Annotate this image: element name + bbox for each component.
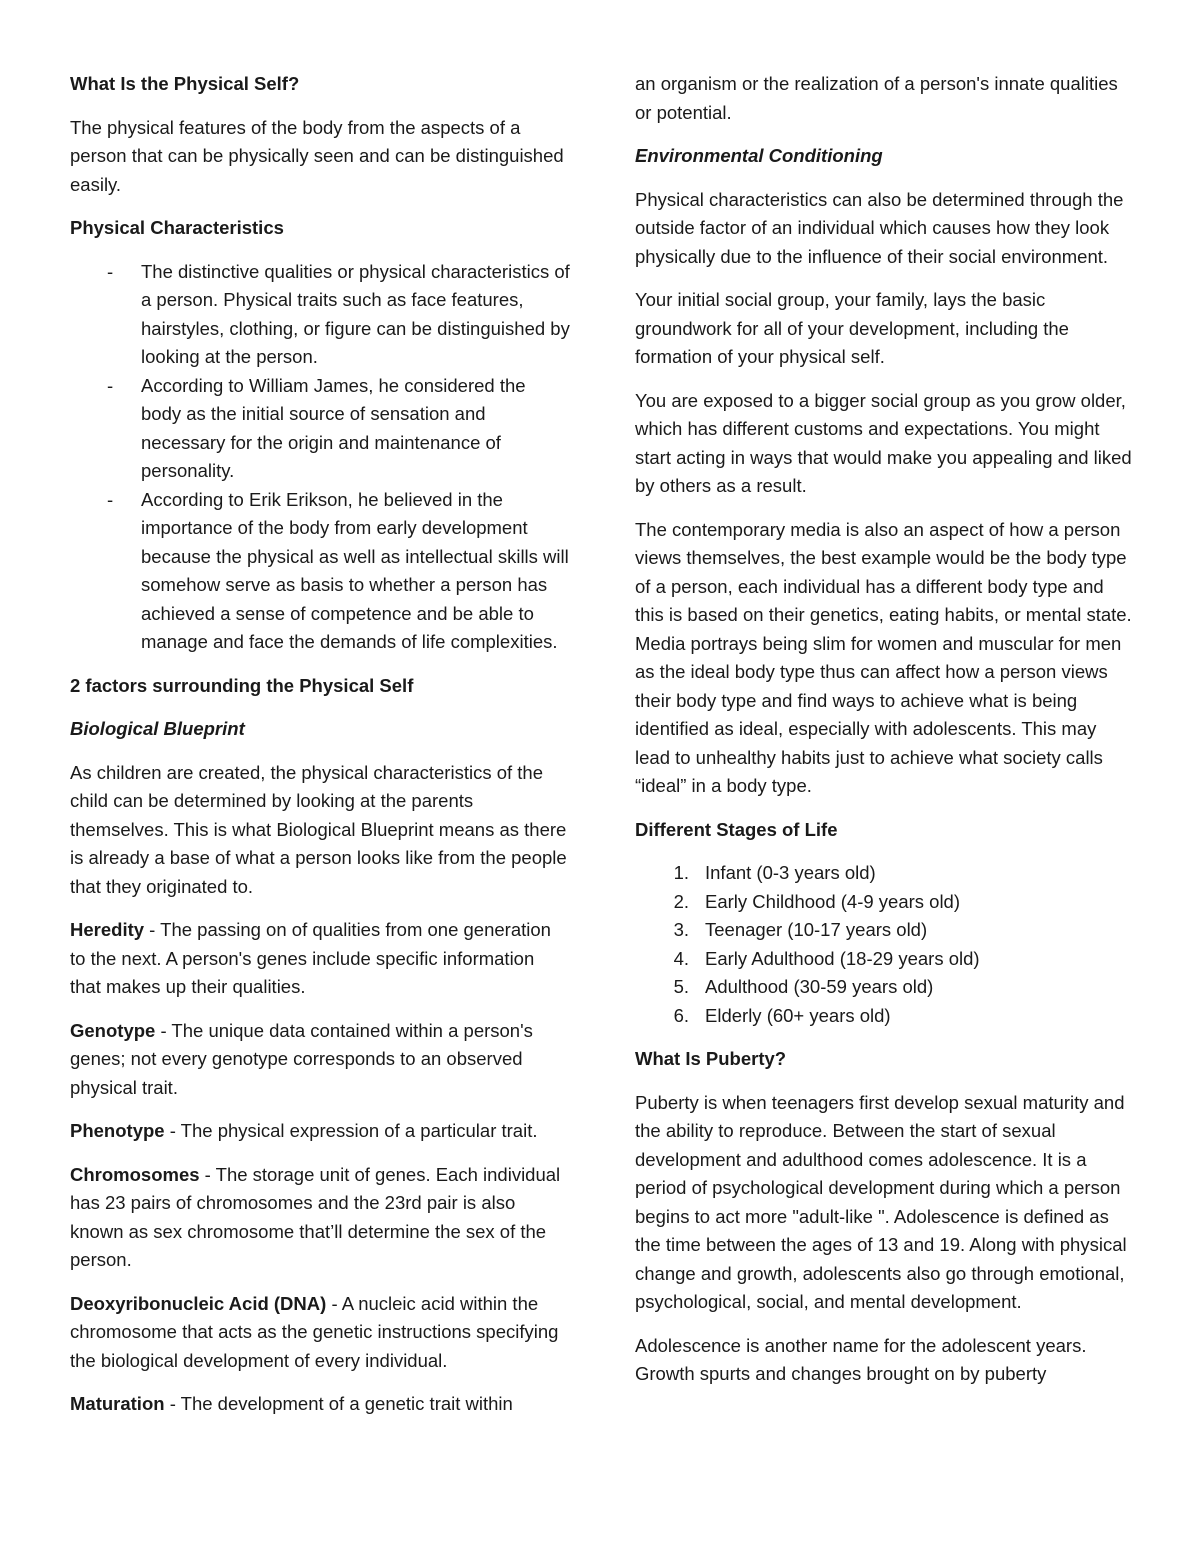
list-number: 4. (673, 947, 689, 969)
subheading-biological-blueprint: Biological Blueprint (70, 718, 245, 739)
characteristics-list (70, 258, 570, 657)
list-item-label: Adulthood (30-59 years old) (705, 976, 934, 997)
paragraph-environment-1: Physical characteristics can also be determined through the outside factor of an individual which causes how they look physically due to the influence of their social environment. (635, 188, 1124, 267)
list-item: - The distinctive qualities or physical characteristics of a person. Physical traits such as face features, hairstyles, clothing, or figure can be distinguished by looking at the person. (141, 258, 570, 372)
list-number: 2. (673, 890, 689, 912)
list-item-label: Elderly (60+ years old) (705, 1004, 891, 1026)
heading-stages-of-life: Different Stages of Life (635, 818, 838, 840)
term-definition: - The physical expression of a particular trait. (164, 1120, 538, 1141)
list-item: - According to Erik Erikson, he believed in the importance of the body from early development because the physical as well as intellectual skills will somehow serve as basis to whether a person has achieved a sense of competence and be able to manage and face the demands of life complexities. (141, 486, 570, 657)
paragraph-physical-self: The physical features of the body from the aspects of a person that can be physically seen and can be distinguished easily. (70, 116, 564, 195)
term-definition: - The storage unit of genes. Each individual has 23 pairs of chromosomes and the 23rd pair is also known as sex chromosome that’ll determine the sex of the person. (70, 1163, 561, 1270)
list-number: 1. (673, 862, 689, 883)
term-label: Deoxyribonucleic Acid (DNA) (70, 1292, 327, 1314)
left-column (70, 70, 570, 1434)
term-label: Genotype (70, 1019, 156, 1041)
paragraph-environment-4: The contemporary media is also an aspect of how a person views themselves, the best example would be the body type of a person, each individual has a different body type and this is based on their genetics, eating habits, or mental state. Media portrays being slim for women and muscular for men as the ideal body type thus can affect how a person views their body type and find ways to achieve what is being identified as ideal, especially with adolescents. This may lead to unhealthy habits just to achieve what society calls “ideal” in a body type. (635, 518, 1132, 796)
paragraph-environment-2: Your initial social group, your family, lays the basic groundwork for all of your development, including the formation of your physical self. (635, 289, 1069, 367)
heading-physical-self: What Is the Physical Self? (70, 73, 300, 94)
paragraph-adolescence: Adolescence is another name for the adolescent years. Growth spurts and changes brought on by puberty (635, 1334, 1087, 1384)
list-number: 5. (673, 976, 689, 997)
definition-genotype (70, 1017, 570, 1103)
term-label: Heredity (70, 919, 145, 940)
list-item: - According to William James, he considered the body as the initial source of sensation and necessary for the origin and maintenance of personality. (141, 372, 570, 486)
paragraph-maturation-continued: an organism or the realization of a person's innate qualities or potential. (635, 73, 1118, 123)
list-number: 3. (673, 919, 689, 940)
list-item (673, 1002, 1135, 1031)
list-item-label: Early Adulthood (18-29 years old) (705, 947, 980, 969)
list-item-label: Early Childhood (4-9 years old) (705, 890, 961, 912)
list-item (673, 888, 1135, 917)
subheading-environmental-conditioning: Environmental Conditioning (635, 145, 883, 166)
definition-heredity (70, 916, 570, 1002)
paragraph-environment-3: You are exposed to a bigger social group as you grow older, which has different customs and expectations. You might start acting in ways that would make you appealing and liked by others as a result. (635, 389, 1132, 496)
term-definition: - The unique data contained within a person's genes; not every genotype corresponds to an observed physical trait. (70, 1019, 533, 1098)
definition-chromosomes (70, 1161, 570, 1275)
heading-factors: 2 factors surrounding the Physical Self (70, 674, 414, 696)
term-definition: - A nucleic acid within the chromosome that acts as the genetic instructions specifying the biological development of every individual. (70, 1292, 559, 1371)
definition-dna (70, 1290, 570, 1376)
term-label: Phenotype (70, 1120, 165, 1141)
list-item (673, 916, 1135, 945)
right-column (635, 70, 1135, 1404)
heading-physical-characteristics: Physical Characteristics (70, 217, 284, 238)
paragraph-biological-blueprint: As children are created, the physical characteristics of the child can be determined by looking at the parents themselves. This is what Biological Blueprint means as there is already a base of what a person looks like from the people that they originated to. (70, 761, 567, 897)
term-label: Chromosomes (70, 1163, 200, 1185)
term-definition: - The passing on of qualities from one generation to the next. A person's genes include specific information that makes up their qualities. (70, 919, 551, 997)
list-item-label: Teenager (10-17 years old) (705, 919, 928, 940)
definition-maturation (70, 1390, 570, 1419)
term-definition: - The development of a genetic trait within (164, 1393, 513, 1414)
definition-phenotype (70, 1117, 570, 1146)
term-label: Maturation (70, 1393, 165, 1414)
stages-list (635, 859, 1135, 1030)
list-item-label: Infant (0-3 years old) (705, 862, 876, 883)
list-number: 6. (673, 1004, 689, 1026)
paragraph-puberty: Puberty is when teenagers first develop sexual maturity and the ability to reproduce. Between the start of sexual development and adulthood comes adolescence. It is a period of psychological development during which a person begins to act more "adult-like ". Adolescence is defined as the time between the ages of 13 and 19. Along with physical change and growth, adolescents also go through emotional, psychological, social, and mental development. (635, 1091, 1127, 1312)
list-item (673, 859, 1135, 888)
list-item (673, 945, 1135, 974)
heading-puberty: What Is Puberty? (635, 1048, 787, 1069)
list-item (673, 973, 1135, 1002)
